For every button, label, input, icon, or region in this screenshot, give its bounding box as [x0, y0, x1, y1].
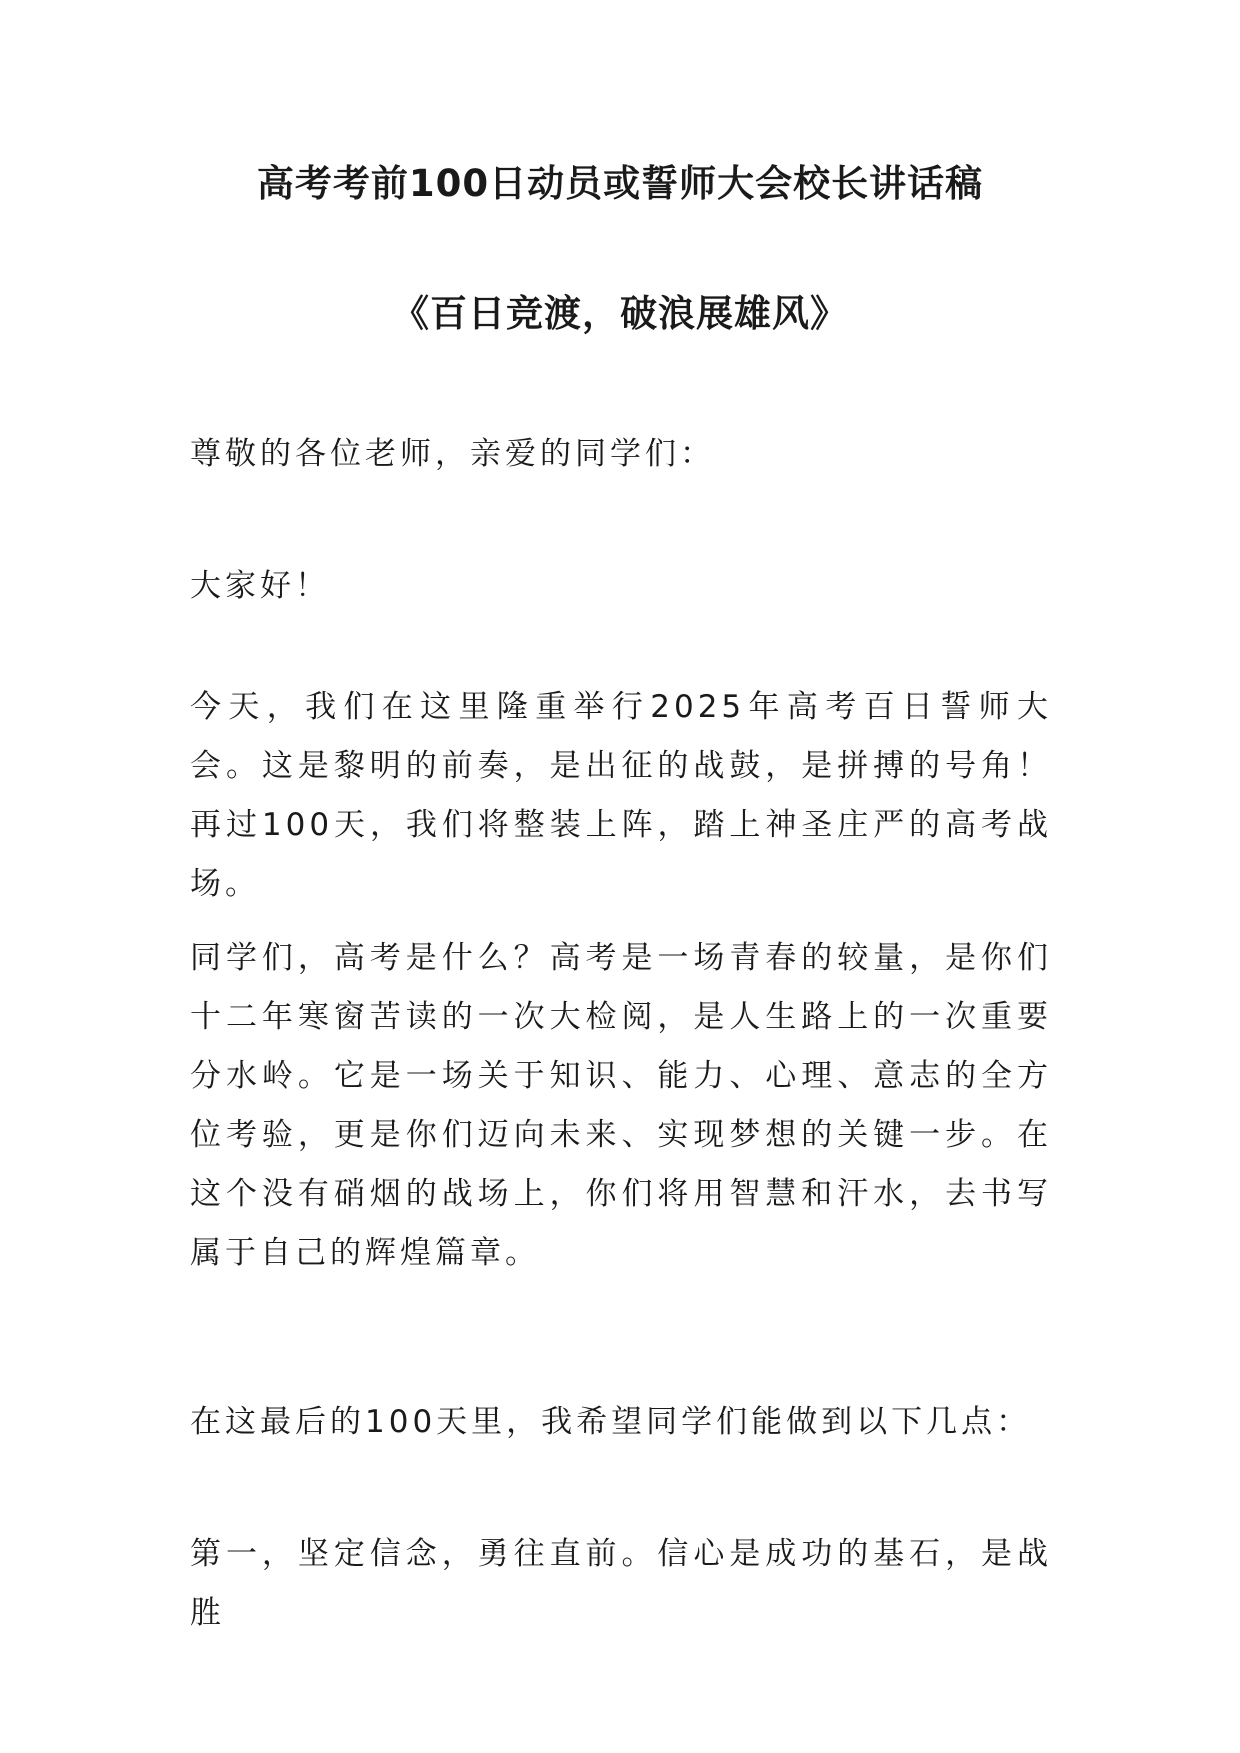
- paragraph-question: 同学们，高考是什么？高考是一场青春的较量，是你们十二年寒窗苦读的一次大检阅，是人生路上的一次重要分水岭。它是一场关于知识、能力、心理、意志的全方位考验，更是你们迈向未来、实现梦想的关键一步。在这个没有硝烟的战场上，你们将用智慧和汗水，去书写属于自己的辉煌篇章。: [190, 940, 1052, 1271]
- paragraph-intro: 今天，我们在这里隆重举行2025年高考百日誓师大会。这是黎明的前奏，是出征的战鼓，是拼搏的号角！再过100天，我们将整装上阵，踏上神圣庄严的高考战场。: [190, 689, 1052, 902]
- paragraph-salutation: 尊敬的各位老师，亲爱的同学们：: [190, 436, 715, 472]
- document-title: 高考考前100日动员或誓师大会校长讲话稿: [256, 162, 984, 205]
- paragraph-greeting: 大家好！: [190, 568, 330, 604]
- document-subtitle: 《百日竞渡，破浪展雄风》: [392, 292, 848, 335]
- paragraph-hope: 在这最后的100天里，我希望同学们能做到以下几点：: [190, 1404, 1032, 1440]
- paragraph-first-point: 第一，坚定信念，勇往直前。信心是成功的基石，是战胜: [190, 1536, 1052, 1631]
